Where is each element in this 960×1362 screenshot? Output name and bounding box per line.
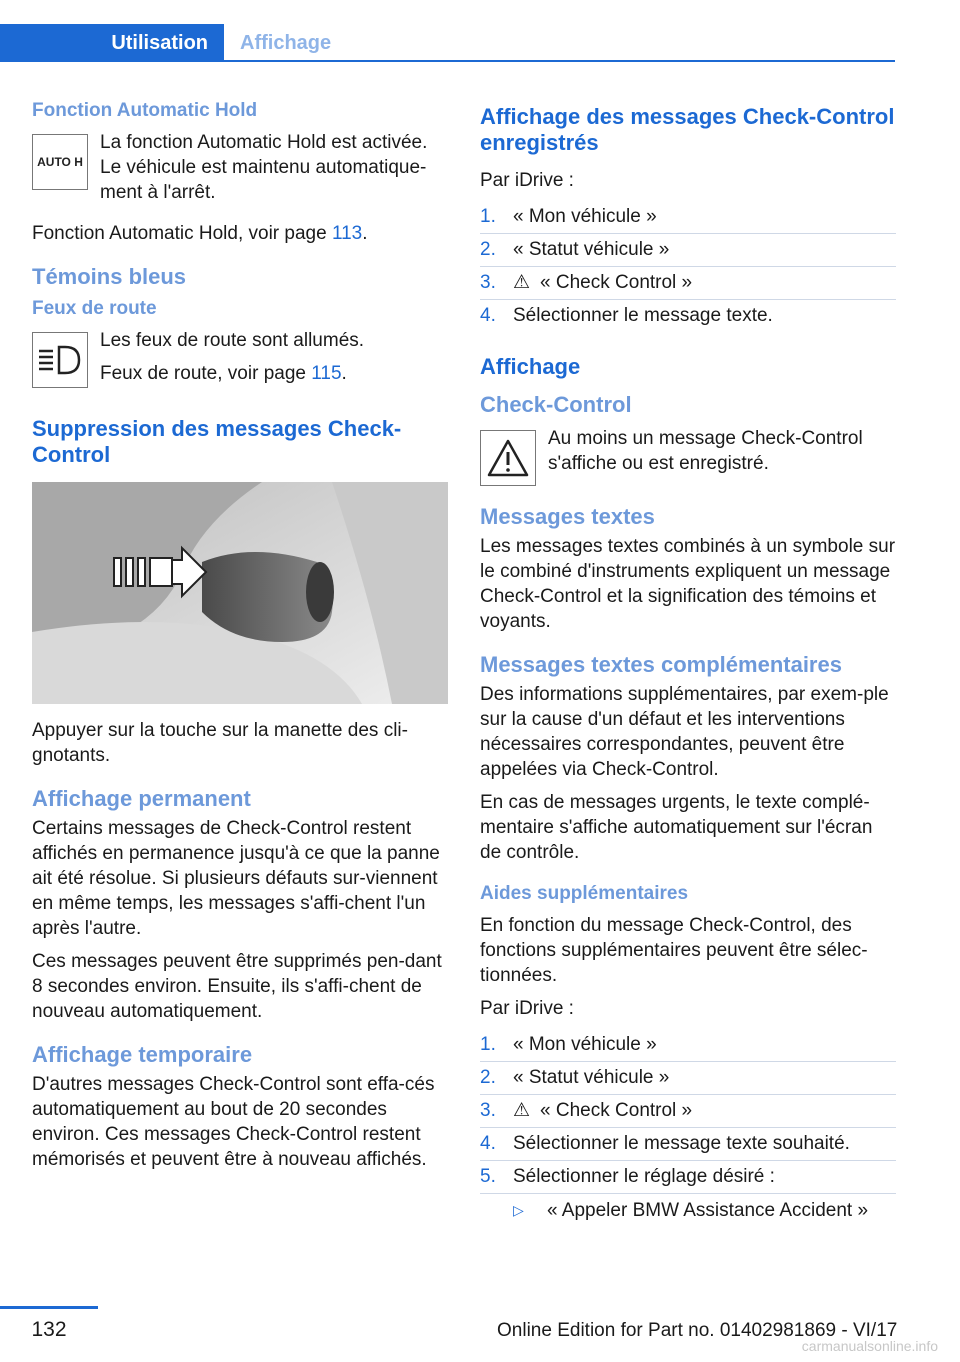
check-control-heading: Check-Control	[480, 392, 632, 417]
right-column	[480, 100, 896, 1223]
list-item	[480, 1029, 896, 1061]
step-text: « Statut véhicule »	[513, 239, 670, 260]
step-number: 4.	[480, 1133, 496, 1154]
list-item	[480, 233, 896, 266]
extra-messages-p1: Des informations supplémentaires, par exem-ple sur la cause d'un défaut et les interventions nécessaires correspondantes, peuvent être appelées via Check-Control.	[480, 684, 889, 780]
left-column	[32, 100, 448, 1180]
list-item	[480, 1094, 896, 1127]
list-item	[480, 1160, 896, 1193]
high-beam-ref	[100, 361, 448, 386]
watermark: carmanualsonline.info	[801, 1338, 938, 1354]
auto-hold-heading: Fonction Automatic Hold	[32, 100, 258, 121]
permanent-p1: Certains messages de Check-Control restent affichés en permanence jusqu'à ce que la panne ait été résolue. Si plusieurs défauts sur-viennent en même temps, les messages s'affi-chent l'un après l'autre.	[32, 818, 440, 939]
text-messages-heading: Messages textes	[480, 504, 655, 529]
auto-hold-ref	[32, 221, 448, 246]
list-item	[480, 1127, 896, 1160]
high-beam-heading: Feux de route	[32, 298, 157, 319]
step-number: 3.	[480, 272, 496, 293]
auto-hold-row	[32, 130, 448, 213]
auto-hold-text: La fonction Automatic Hold est activée. Le véhicule est maintenu automatique-ment à l'arrêt.	[100, 132, 428, 203]
tab-affichage[interactable]: Affichage	[240, 31, 332, 54]
high-beam-ref-text: Feux de route, voir page	[100, 363, 312, 384]
step-number: 2.	[480, 1067, 496, 1088]
auto-hold-icon: AUTO H	[32, 134, 88, 190]
top-tab-bar	[0, 0, 960, 66]
step-text: Sélectionner le réglage désiré :	[513, 1166, 775, 1187]
page-number: 132	[31, 1318, 67, 1341]
step-text: Sélectionner le message texte.	[513, 305, 773, 326]
tab-utilisation[interactable]: Utilisation	[0, 24, 224, 62]
step-number: 1.	[480, 206, 496, 227]
list-item	[480, 299, 896, 332]
stored-intro: Par iDrive :	[480, 170, 574, 191]
step-text: « Check Control »	[540, 1100, 693, 1121]
step-text: « Mon véhicule »	[513, 206, 657, 227]
step-text: « Check Control »	[540, 272, 693, 293]
high-beam-text: Les feux de route sont allumés.	[100, 330, 365, 351]
triangle-bullet-icon: ▷	[513, 1202, 524, 1218]
high-beam-ref-suffix: .	[341, 363, 347, 384]
tab-underline	[0, 60, 895, 62]
edition-footer: Online Edition for Part no. 01402981869 - VI/17	[497, 1320, 898, 1341]
blue-indicators-heading: Témoins bleus	[32, 264, 187, 289]
extra-messages-heading: Messages textes complémentaires	[480, 652, 842, 677]
auto-hold-ref-text: Fonction Automatic Hold, voir page	[32, 223, 332, 244]
permanent-p2: Ces messages peuvent être supprimés pen-dant 8 secondes environ. Ensuite, ils s'affi-chent de nouveau automatiquement.	[32, 951, 442, 1022]
turn-signal-stalk-photo	[32, 482, 448, 704]
text-messages-text: Les messages textes combinés à un symbole sur le combiné d'instruments expliquent un message Check-Control et la signification des témoins et voyants.	[480, 536, 896, 632]
temporary-p1: D'autres messages Check-Control sont effa-cés automatiquement au bout de 20 secondes environ. Ces messages Check-Control restent mémorisés et peuvent être à nouveau affichés.	[32, 1074, 435, 1170]
check-control-row	[480, 426, 896, 486]
sub-list-item	[480, 1193, 896, 1223]
additional-help-intro: Par iDrive :	[480, 998, 574, 1019]
display-heading: Affichage	[480, 354, 581, 379]
additional-help-text: En fonction du message Check-Control, des fonctions supplémentaires peuvent être sélec-tionnées.	[480, 915, 868, 986]
auto-hold-ref-suffix: .	[362, 223, 368, 244]
auto-hold-page-link[interactable]: 113	[331, 223, 363, 244]
step-number: 1.	[480, 1034, 496, 1055]
warning-triangle-icon	[480, 430, 536, 486]
suppress-heading: Suppression des messages Check-Control	[32, 416, 402, 467]
step-number: 5.	[480, 1166, 496, 1187]
warning-triangle-icon: ⚠	[513, 1100, 531, 1121]
high-beam-row	[32, 328, 448, 394]
list-item	[480, 1061, 896, 1094]
permanent-heading: Affichage permanent	[32, 786, 251, 811]
high-beam-page-link[interactable]: 115	[311, 363, 342, 384]
temporary-heading: Affichage temporaire	[32, 1042, 253, 1067]
stored-steps-list	[480, 201, 896, 332]
help-steps-list	[480, 1029, 896, 1193]
step-text: Sélectionner le message texte souhaité.	[513, 1133, 850, 1154]
page-number-bar	[0, 1306, 98, 1309]
warning-triangle-icon: ⚠	[513, 272, 531, 293]
step-text: « Mon véhicule »	[513, 1034, 657, 1055]
high-beam-icon	[32, 332, 88, 388]
sub-item-text: « Appeler BMW Assistance Accident »	[547, 1200, 869, 1221]
extra-messages-p2: En cas de messages urgents, le texte complé-mentaire s'affiche automatiquement sur l'écran de contrôle.	[480, 792, 873, 863]
stored-messages-heading: Affichage des messages Check-Control enregistrés	[480, 104, 895, 155]
check-control-text: Au moins un message Check-Control s'affiche ou est enregistré.	[548, 428, 863, 474]
step-number: 2.	[480, 239, 496, 260]
step-number: 4.	[480, 305, 496, 326]
suppress-text: Appuyer sur la touche sur la manette des cli-gnotants.	[32, 720, 408, 766]
additional-help-heading: Aides supplémentaires	[480, 883, 689, 904]
step-text: « Statut véhicule »	[513, 1067, 670, 1088]
step-number: 3.	[480, 1100, 496, 1121]
list-item	[480, 266, 896, 299]
list-item	[480, 201, 896, 233]
